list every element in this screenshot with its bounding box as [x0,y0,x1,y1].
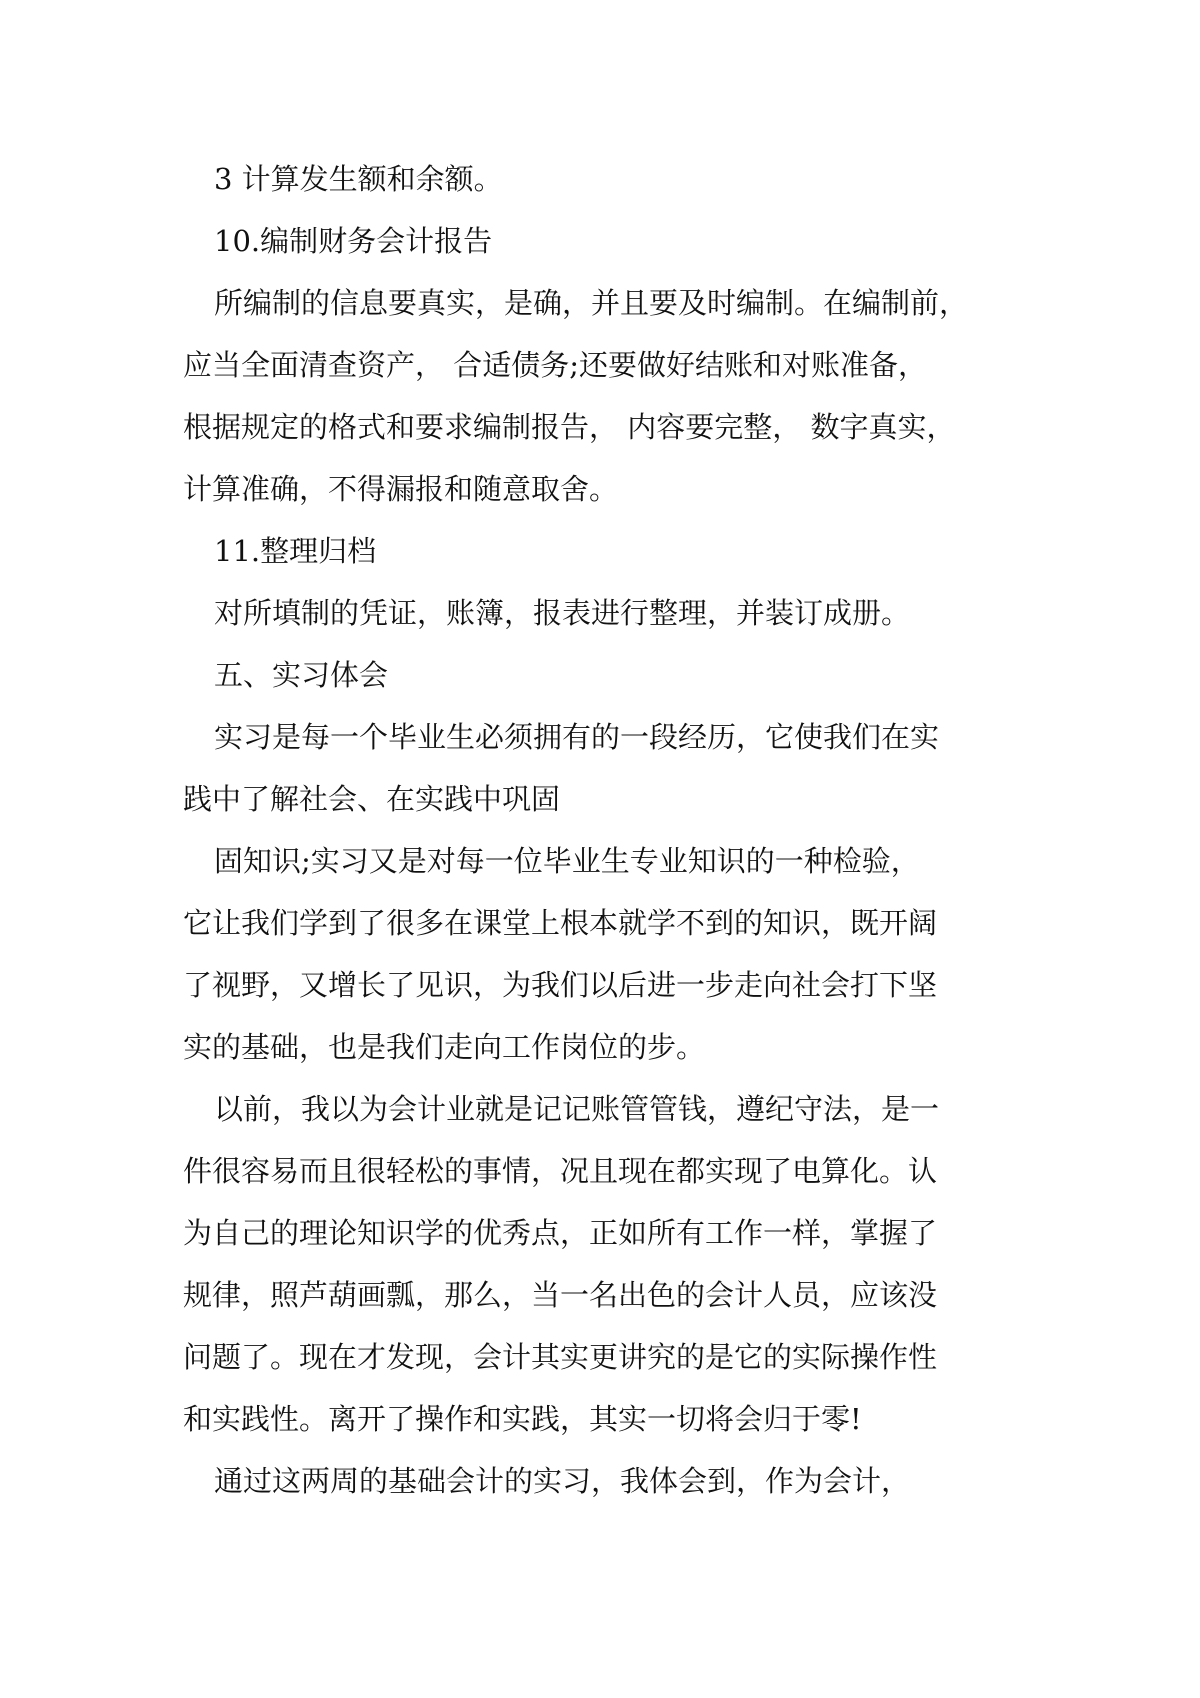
section-heading: 10.编制财务会计报告 [214,224,493,258]
text-line: 和实践性。离开了操作和实践，其实一切将会归于零! [183,1402,862,1436]
text-line: 件很容易而且很轻松的事情，况且现在都实现了电算化。认 [183,1154,938,1188]
text-line: 固知识;实习又是对每一位毕业生专业知识的一种检验， [214,844,920,878]
text-line: 为自己的理论知识学的优秀点，正如所有工作一样，掌握了 [183,1216,938,1250]
text-line: 问题了。现在才发现，会计其实更讲究的是它的实际操作性 [183,1340,938,1374]
document-body [183,148,1033,1512]
text-line: 3 计算发生额和余额。 [214,162,503,196]
section-heading: 五、实习体会 [214,658,389,692]
text-line: 应当全面清查资产， 合适债务;还要做好结账和对账准备， [183,348,927,382]
section-heading: 11.整理归档 [214,534,377,568]
text-line: 实的基础，也是我们走向工作岗位的步。 [183,1030,706,1064]
text-line: 根据规定的格式和要求编制报告， 内容要完整， 数字真实， [183,410,956,444]
text-line: 它让我们学到了很多在课堂上根本就学不到的知识，既开阔 [183,906,938,940]
text-line: 了视野，又增长了见识，为我们以后进一步走向社会打下坚 [183,968,938,1002]
text-line: 践中了解社会、在实践中巩固 [183,782,561,816]
text-line: 对所填制的凭证，账簿，报表进行整理，并装订成册。 [214,596,911,630]
text-line: 实习是每一个毕业生必须拥有的一段经历，它使我们在实 [214,720,940,754]
text-line: 通过这两周的基础会计的实习，我体会到，作为会计， [214,1464,911,1498]
text-line: 计算准确，不得漏报和随意取舍。 [183,472,619,506]
text-line: 以前，我以为会计业就是记记账管管钱，遵纪守法，是一 [214,1092,940,1126]
text-line: 所编制的信息要真实，是确，并且要及时编制。在编制前， [214,286,969,320]
text-line: 规律，照芦葫画瓢，那么，当一名出色的会计人员，应该没 [183,1278,938,1312]
